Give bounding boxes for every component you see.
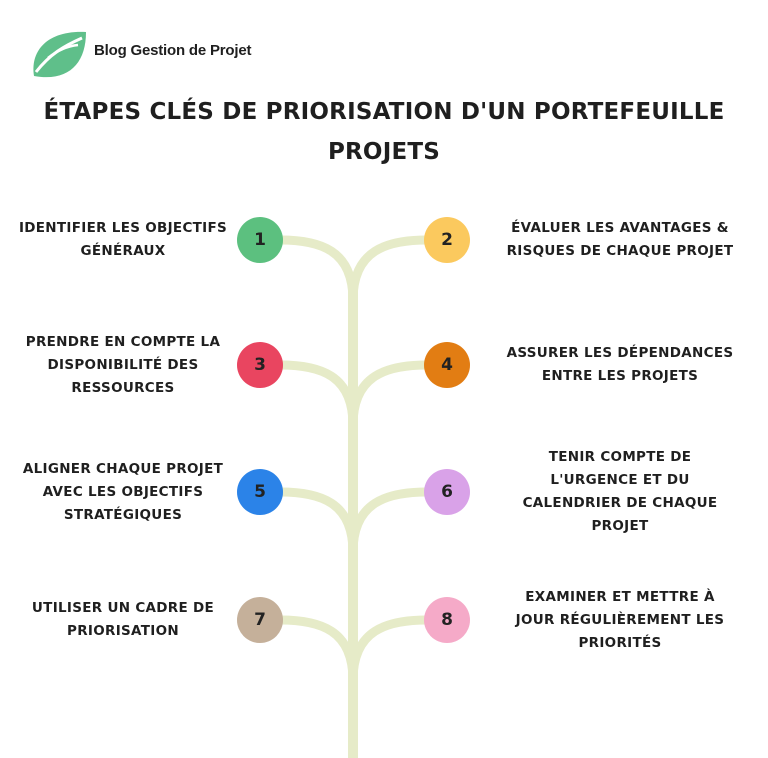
step-label: IDENTIFIER LES OBJECTIFS GÉNÉRAUX xyxy=(18,220,228,259)
step-number: 4 xyxy=(441,355,453,375)
step-number: 7 xyxy=(254,610,266,630)
step-label: TENIR COMPTE DE L'URGENCE ET DU CALENDRIER DE CHAQUE PROJET xyxy=(522,449,718,534)
tree-branch-left xyxy=(280,620,353,680)
tree-branch-left xyxy=(280,365,353,425)
tree-branch-right xyxy=(353,620,427,680)
step-label: ALIGNER CHAQUE PROJET AVEC LES OBJECTIFS STRATÉGIQUES xyxy=(22,460,224,523)
step-number-badge xyxy=(424,597,470,643)
step-number-badge xyxy=(237,342,283,388)
step-label: ÉVALUER LES AVANTAGES & RISQUES DE CHAQUE PROJET xyxy=(506,220,734,259)
step-number-badge xyxy=(424,217,470,263)
step-label: EXAMINER ET METTRE À JOUR RÉGULIÈREMENT LES PRIORITÉS xyxy=(515,588,725,651)
tree-branch-left xyxy=(280,240,353,300)
step-number: 6 xyxy=(441,482,453,502)
step-number: 2 xyxy=(441,230,453,250)
step-label: PRENDRE EN COMPTE LA DISPONIBILITÉ DES RESSOURCES xyxy=(25,333,221,396)
step-number-badge xyxy=(237,217,283,263)
step-number-badge xyxy=(237,469,283,515)
step-number: 5 xyxy=(254,482,266,502)
step-number-badge xyxy=(424,469,470,515)
tree-branch-right xyxy=(353,365,427,425)
step-number-badge xyxy=(424,342,470,388)
step-number: 1 xyxy=(254,230,266,250)
step-label: ASSURER LES DÉPENDANCES ENTRE LES PROJETS xyxy=(506,345,734,384)
step-number: 8 xyxy=(441,610,453,630)
tree-branch-right xyxy=(353,492,427,552)
tree-branch-right xyxy=(353,240,427,300)
brand-name: Blog Gestion de Projet xyxy=(94,42,252,59)
step-label: UTILISER UN CADRE DE PRIORISATION xyxy=(31,600,215,639)
step-number: 3 xyxy=(254,355,266,375)
page-title: ÉTAPES CLÉS DE PRIORISATION D'UN PORTEFEUILLE PROJETS xyxy=(43,99,725,165)
step-number-badge xyxy=(237,597,283,643)
tree-branch-left xyxy=(280,492,353,552)
